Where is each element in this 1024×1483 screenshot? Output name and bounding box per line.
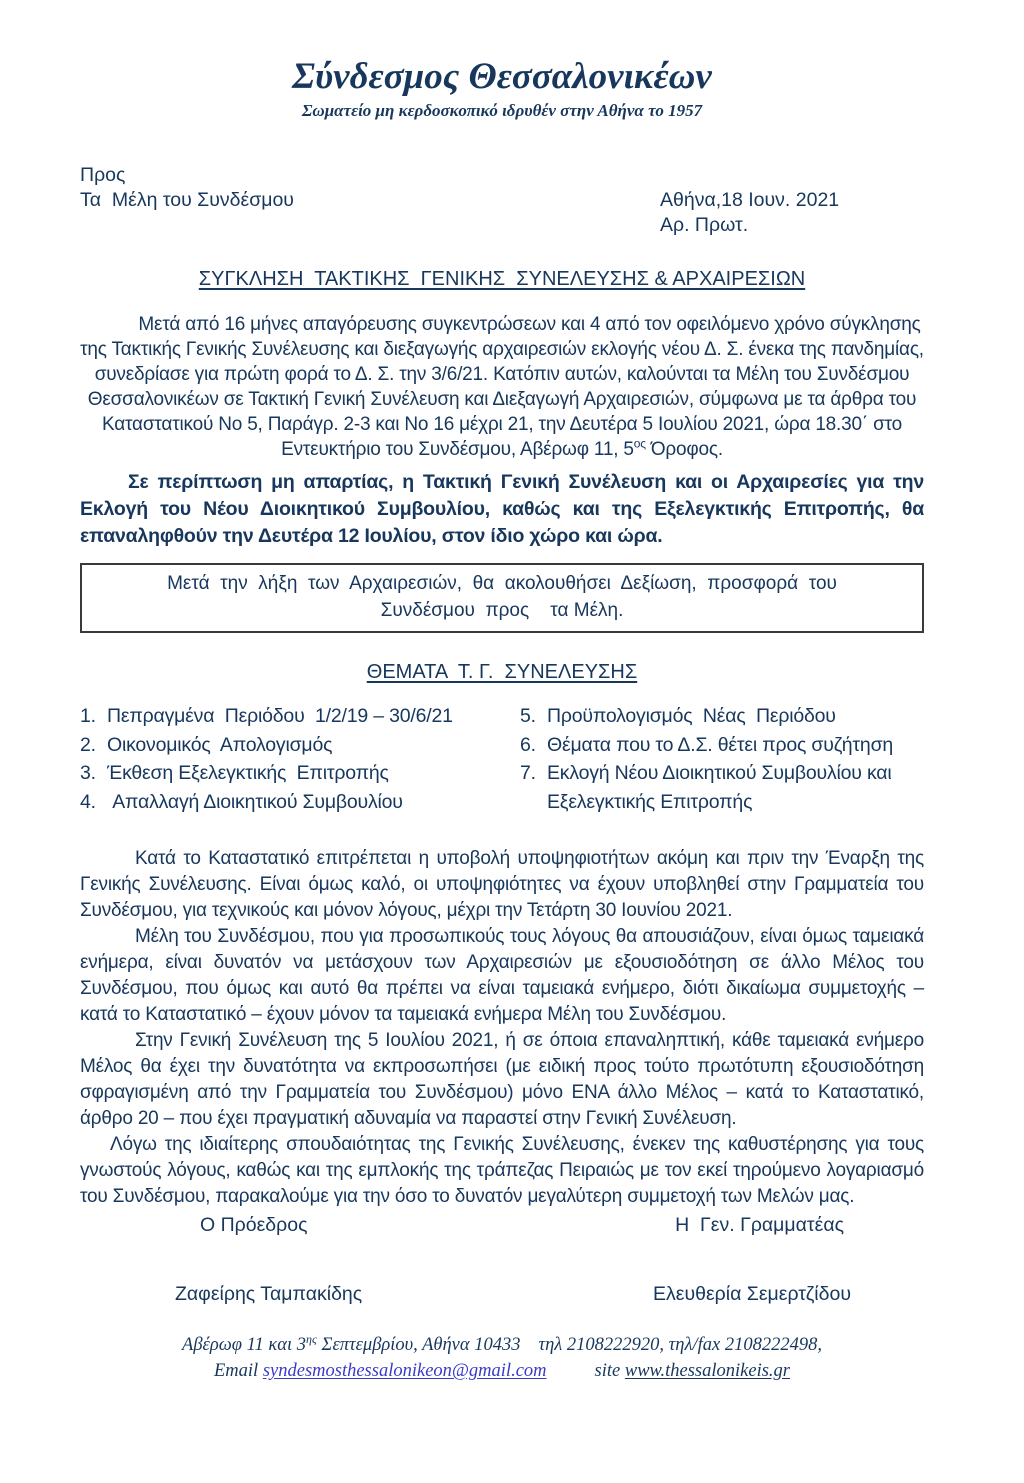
footer-site-link[interactable]: www.thessalonikeis.gr xyxy=(624,1361,790,1381)
agenda-item-number: 4. xyxy=(80,790,96,813)
footer-line-1 xyxy=(80,1332,924,1358)
agenda-item-number: 6. xyxy=(520,733,536,756)
president-label: Ο Πρόεδρος xyxy=(200,1214,308,1236)
subject-heading: ΣΥΓΚΛΗΣΗ ΤΑΚΤΙΚΗΣ ΓΕΝΙΚΗΣ ΣΥΝΕΛΕΥΣΗΣ & ΑΡΧΑΙΡΕΣΙΩΝ xyxy=(198,268,806,290)
candidacy-paragraph: Κατά το Καταστατικό επιτρέπεται η υποβολή υποψηφιοτήτων ακόμη και πριν την Έναρξη της Γενικής Συνέλευσης. Είναι όμως καλό, οι υποψηφιότητες να έχουν υποβληθεί στην Γραμματεία του Συνδέσμου, για τεχνικούς και μόνον λόγους, μέχρι την Τετάρτη 30 Ιουνίου 2021. xyxy=(80,848,924,921)
addressee-right xyxy=(660,188,839,238)
reception-line-1: Μετά την λήξη των Αρχαιρεσιών, θα ακολουθήσει Δεξίωση, προσφορά του xyxy=(167,573,837,594)
agenda-item-number: 1. xyxy=(80,705,96,727)
representation-paragraph: Στην Γενική Συνέλευση της 5 Ιουλίου 2021, ή σε όποια επαναληπτική, κάθε ταμειακά ενήμερο Μέλος θα έχει την δυνατότητα να εκπροσωπήσει (με ειδική προς τούτο πρωτότυπη εξουσιοδότηση σφραγισμένη από την Γραμματεία του Συνδέσμου) μόνο ΕΝΑ άλλο Μέλος – κατά το Καταστατικό, άρθρο 20 – που έχει πραγματική αδυναμία να παραστεί στην Γενική Συνέλευση. xyxy=(80,1030,924,1129)
reception-box xyxy=(80,563,924,633)
body-text xyxy=(80,846,924,1210)
agenda-item-5 xyxy=(520,702,924,731)
agenda-item-text: Οικονομικός Απολογισμός xyxy=(107,733,333,756)
agenda-item-7 xyxy=(520,759,924,816)
no-quorum-notice: Σε περίπτωση μη απαρτίας, η Τακτική Γενική Συνέλευση και οι Αρχαιρεσίες για την Εκλογή του Νέου Διοικητικού Συμβουλίου, καθώς και της Εξελεγκτικής Επιτροπής, θα επαναληφθούν την Δευτέρα 12 Ιουλίου, στον ίδιο χώρο και ώρα. xyxy=(80,471,924,547)
secretary-name: Ελευθερία Σεμερτζίδου xyxy=(653,1283,851,1305)
protocol-number-label: Αρ. Πρωτ. xyxy=(660,214,749,236)
agenda-column-left xyxy=(80,702,520,816)
floor-ordinal-suffix: ος xyxy=(633,436,646,451)
agenda-item-text: Πεπραγμένα Περιόδου 1/2/19 – 30/6/21 xyxy=(107,705,453,727)
letterhead-footer xyxy=(80,1332,924,1384)
addressee-block xyxy=(80,163,924,239)
agenda-item-number: 3. xyxy=(80,762,96,784)
to-value: Τα Μέλη του Συνδέσμου xyxy=(80,189,294,211)
footer-address-ordinal: ης xyxy=(306,1331,317,1346)
agenda-list xyxy=(80,702,924,816)
footer-site-label: site xyxy=(594,1361,625,1381)
intro-paragraph xyxy=(80,312,924,462)
signature-titles-row xyxy=(80,1214,924,1237)
intro-text-end: Όροφος. xyxy=(645,439,723,460)
footer-email-label: Email xyxy=(214,1361,263,1381)
agenda-item-text: Προϋπολογισμός Νέας Περιόδου xyxy=(547,705,836,727)
agenda-item-number: 7. xyxy=(520,762,536,784)
agenda-item-text: Εκλογή Νέου Διοικητικού Συμβουλίου και Εξελεγκτικής Επιτροπής xyxy=(547,762,897,813)
secretary-label: Η Γεν. Γραμματέας xyxy=(675,1214,844,1236)
footer-phones: τηλ 2108222920, τηλ/fax 2108222498, xyxy=(538,1335,822,1355)
footer-email-link[interactable]: syndesmosthessalonikeon@gmail.com xyxy=(262,1361,547,1381)
agenda-column-right xyxy=(520,702,924,816)
intro-text: Μετά από 16 μήνες απαγόρευσης συγκεντρώσεων και 4 από τον οφειλόμενο χρόνο σύγκλησης της Τακτικής Γενικής Συνέλευσης και διεξαγωγής αρχαιρεσιών εκλογής νέου Δ. Σ. ένεκα της πανδημίας, συνεδρίασε για πρώτη φορά το Δ. Σ. την 3/6/21. Κατόπιν αυτών, καλούνται τα Μέλη του Συνδέσμου Θεσσαλονικέων σε Τακτική Γενική Συνέλευση και Διεξαγωγή Αρχαιρεσιών, σύμφωνα με τα άρθρα του Καταστατικού Νο 5, Παράγρ. 2-3 και Νο 16 μέχρι 21, την Δευτέρα 5 Ιουλίου 2021, ώρα 18.30΄ στο Εντευκτήριο του Συνδέσμου, Αβέρωφ 11, 5 xyxy=(80,314,924,460)
org-title: Σύνδεσμος Θεσσαλονικέων xyxy=(292,56,712,97)
president-name: Ζαφείρης Ταμπακίδης xyxy=(175,1283,363,1305)
agenda-item-1 xyxy=(80,702,520,731)
agenda-item-text: Έκθεση Εξελεγκτικής Επιτροπής xyxy=(107,762,389,784)
signature-names-row xyxy=(80,1283,924,1306)
agenda-item-3 xyxy=(80,759,520,788)
agenda-item-2 xyxy=(80,731,520,760)
reception-line-2: Συνδέσμου προς τα Μέλη. xyxy=(380,600,624,621)
footer-line-2 xyxy=(80,1358,924,1384)
agenda-item-number: 5. xyxy=(520,705,536,727)
agenda-item-number: 2. xyxy=(80,733,96,756)
letter-date: Αθήνα,18 Ιουν. 2021 xyxy=(660,189,840,211)
proxy-paragraph: Μέλη του Συνδέσμου, που για προσωπικούς τους λόγους θα απουσιάζουν, είναι όμως ταμειακά ενήμερα, είναι δυνατόν να μετάσχουν των Αρχαιρεσιών με εξουσιοδότηση σε άλλο Μέλος του Συνδέσμου, που όμως και αυτό θα πρέπει να είναι ταμειακά ενήμερο, διότι δικαίωμα συμμετοχής – κατά το Καταστατικό – έχουν μόνον τα ταμειακά ενήμερα Μέλη του Συνδέσμου. xyxy=(80,926,924,1025)
agenda-item-text: Απαλλαγή Διοικητικού Συμβουλίου xyxy=(107,790,403,813)
agenda-item-6 xyxy=(520,731,924,760)
to-label: Προς xyxy=(80,164,126,186)
agenda-heading: ΘΕΜΑΤΑ Τ. Γ. ΣΥΝΕΛΕΥΣΗΣ xyxy=(366,661,638,683)
participation-appeal-paragraph: Λόγω της ιδιαίτερης σπουδαιότητας της Γενικής Συνέλευσης, ένεκεν της καθυστέρησης για τους γνωστούς λόγους, καθώς και της εμπλοκής της τράπεζας Πειραιώς με τον εκεί τηρούμενο λογαριασμό του Συνδέσμου, παρακαλούμε για την όσο το δυνατόν μεγαλύτερη συμμετοχή των Μελών μας. xyxy=(80,1134,924,1207)
footer-address xyxy=(182,1331,521,1355)
agenda-item-text: Θέματα που το Δ.Σ. θέτει προς συζήτηση xyxy=(547,733,894,756)
footer-address-start: Αβέρωφ 11 και 3 xyxy=(182,1335,306,1355)
agenda-item-4 xyxy=(80,788,520,817)
footer-address-end: Σεπτεμβρίου, Αθήνα 10433 xyxy=(316,1335,521,1355)
org-subtitle: Σωματείο μη κερδοσκοπικό ιδρυθέν στην Αθήνα το 1957 xyxy=(301,101,703,120)
